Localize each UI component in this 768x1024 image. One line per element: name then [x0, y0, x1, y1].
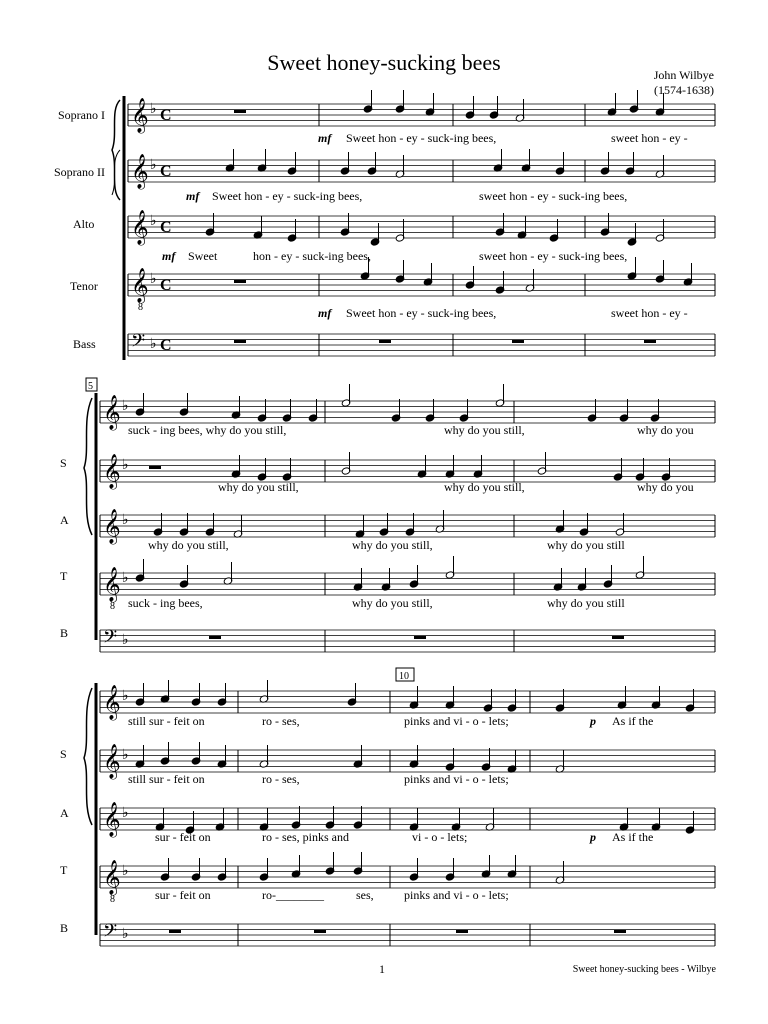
system-2: [60, 378, 715, 652]
label-a: A: [60, 806, 69, 820]
whole-rest: [149, 466, 161, 469]
lyric-s2-v2-c: why do you: [637, 480, 694, 494]
common-time-icon: C: [160, 107, 172, 124]
lyric-s1-v1-a: Sweet hon - ey - suck-ing bees,: [346, 131, 497, 145]
lyric-s2-v3-a: why do you still,: [148, 538, 229, 552]
lyric-s2-v4-b: why do you still,: [352, 596, 433, 610]
treble-clef-icon: 𝄞: [103, 568, 121, 601]
lyric-s2-v3-b: why do you still,: [352, 538, 433, 552]
system-2-brace: [84, 398, 92, 535]
common-time-icon: C: [160, 277, 172, 294]
system-1-brace: [112, 100, 120, 200]
staff: [128, 210, 715, 246]
lyric-s2-v1-c: why do you: [637, 423, 694, 437]
whole-rest: [234, 110, 246, 113]
lyric-s2-v1-a: suck - ing bees, why do you still,: [128, 423, 287, 437]
lyric-s3-v3-d: As if the: [612, 830, 654, 844]
treble-clef-icon: 𝄞: [103, 686, 121, 719]
lyric-s2-v4-c: why do you still: [547, 596, 625, 610]
lyric-s3-v3-a: sur - feit on: [155, 830, 211, 844]
lyric-s1-v1-b: sweet hon - ey -: [611, 131, 688, 145]
common-time-icon: C: [160, 163, 172, 180]
treble-clef-icon: 𝄞: [131, 155, 149, 188]
flat-key-signature-icon: ♭: [150, 158, 157, 173]
lyric-s3-v2-c: pinks and vi - o - lets;: [404, 772, 509, 786]
composer-dates: (1574-1638): [654, 83, 714, 97]
label-b: B: [60, 626, 69, 640]
lyric-s2-v2-a: why do you still,: [218, 480, 299, 494]
staff: [128, 330, 715, 356]
dyn-p: p: [590, 830, 596, 844]
label-t: T: [60, 569, 68, 583]
dyn-mf: mf: [162, 249, 176, 263]
lyric-s1-v2-a: Sweet hon - ey - suck-ing bees,: [212, 189, 363, 203]
treble-clef-icon: 𝄞: [131, 211, 149, 244]
lyric-s3-v3-c: vi - o - lets;: [412, 830, 468, 844]
system-3: [60, 668, 715, 946]
whole-rest: [379, 340, 391, 343]
bass-clef-icon: 𝄢: [103, 626, 118, 651]
lyric-s3-v4-c: ses,: [356, 888, 374, 902]
bass-clef-icon: 𝄢: [131, 330, 146, 355]
lyric-s1-v4-b: sweet hon - ey -: [611, 306, 688, 320]
lyric-s1-v3-a: Sweet: [188, 249, 218, 263]
octave-mark: 8: [138, 302, 143, 313]
whole-rest: [314, 930, 326, 933]
lyric-s1-v2-b: sweet hon - ey - suck-ing bees,: [479, 189, 628, 203]
dyn-mf: mf: [318, 131, 332, 145]
lyric-s3-v1-c: pinks and vi - o - lets;: [404, 714, 509, 728]
lyric-s3-v4-a: sur - feit on: [155, 888, 211, 902]
treble-clef-icon: 𝄞: [103, 861, 121, 894]
lyric-s2-v1-b: why do you still,: [444, 423, 525, 437]
label-t: T: [60, 863, 68, 877]
flat-key-signature-icon: ♭: [122, 806, 129, 821]
flat-key-signature-icon: ♭: [122, 748, 129, 763]
flat-key-signature-icon: ♭: [122, 399, 129, 414]
label-b: B: [60, 921, 69, 935]
label-s: S: [60, 747, 67, 761]
whole-rest: [612, 636, 624, 639]
whole-rest: [644, 340, 656, 343]
treble-clef-icon: 𝄞: [103, 510, 121, 543]
lyric-s3-v3-b: ro - ses, pinks and: [262, 830, 349, 844]
lyric-s3-v4-b: ro-________: [262, 888, 324, 902]
flat-key-signature-icon: ♭: [122, 458, 129, 473]
lyric-s1-v3-c: sweet hon - ey - suck-ing bees,: [479, 249, 628, 263]
whole-rest: [169, 930, 181, 933]
staff: [128, 98, 715, 134]
staff: [100, 454, 715, 490]
whole-rest: [456, 930, 468, 933]
whole-rest: [614, 930, 626, 933]
label-bass: Bass: [73, 337, 96, 351]
whole-rest: [234, 340, 246, 343]
dyn-mf: mf: [318, 306, 332, 320]
measure-number-5: 5: [88, 381, 93, 392]
dyn-mf: mf: [186, 189, 200, 203]
common-time-icon: C: [160, 219, 172, 236]
treble-clef-icon: 𝄞: [131, 269, 149, 302]
lyric-s3-v2-b: ro - ses,: [262, 772, 300, 786]
label-soprano-2: Soprano II: [54, 165, 105, 179]
label-s: S: [60, 456, 67, 470]
lyric-s2-v3-c: why do you still: [547, 538, 625, 552]
system-1: [54, 90, 715, 360]
lyric-s2-v2-b: why do you still,: [444, 480, 525, 494]
octave-mark: 8: [110, 894, 115, 905]
flat-key-signature-icon: ♭: [150, 337, 157, 352]
label-alto: Alto: [73, 217, 95, 231]
flat-key-signature-icon: ♭: [122, 571, 129, 586]
treble-clef-icon: 𝄞: [103, 396, 121, 429]
flat-key-signature-icon: ♭: [122, 689, 129, 704]
measure-number-10: 10: [399, 671, 409, 682]
whole-rest: [234, 280, 246, 283]
treble-clef-icon: 𝄞: [103, 455, 121, 488]
system-3-brace: [84, 688, 92, 825]
flat-key-signature-icon: ♭: [122, 633, 129, 648]
lyric-s3-v2-a: still sur - feit on: [128, 772, 205, 786]
lyric-s3-v1-b: ro - ses,: [262, 714, 300, 728]
common-time-icon: C: [160, 337, 172, 354]
flat-key-signature-icon: ♭: [150, 214, 157, 229]
treble-clef-icon: 𝄞: [103, 803, 121, 836]
lyric-s3-v4-d: pinks and vi - o - lets;: [404, 888, 509, 902]
piece-title: Sweet honey-sucking bees: [267, 50, 501, 75]
bass-clef-icon: 𝄢: [103, 920, 118, 945]
treble-clef-icon: 𝄞: [103, 745, 121, 778]
octave-mark: 8: [110, 601, 115, 612]
whole-rest: [209, 636, 221, 639]
label-a: A: [60, 513, 69, 527]
whole-rest: [414, 636, 426, 639]
flat-key-signature-icon: ♭: [122, 864, 129, 879]
running-title: Sweet honey-sucking bees - Wilbye: [572, 964, 716, 975]
lyric-s1-v3-b: hon - ey - suck-ing bees,: [253, 249, 371, 263]
dyn-p: p: [590, 714, 596, 728]
lyric-s2-v4-a: suck - ing bees,: [128, 596, 203, 610]
flat-key-signature-icon: ♭: [150, 272, 157, 287]
flat-key-signature-icon: ♭: [150, 102, 157, 117]
flat-key-signature-icon: ♭: [122, 513, 129, 528]
page-number: 1: [379, 962, 385, 976]
lyric-s3-v1-a: still sur - feit on: [128, 714, 205, 728]
composer-name: John Wilbye: [653, 68, 714, 82]
lyric-s3-v1-d: As if the: [612, 714, 654, 728]
flat-key-signature-icon: ♭: [122, 927, 129, 942]
label-tenor: Tenor: [70, 279, 98, 293]
label-soprano-1: Soprano I: [58, 108, 105, 122]
lyric-s1-v4-a: Sweet hon - ey - suck-ing bees,: [346, 306, 497, 320]
treble-clef-icon: 𝄞: [131, 99, 149, 132]
whole-rest: [512, 340, 524, 343]
